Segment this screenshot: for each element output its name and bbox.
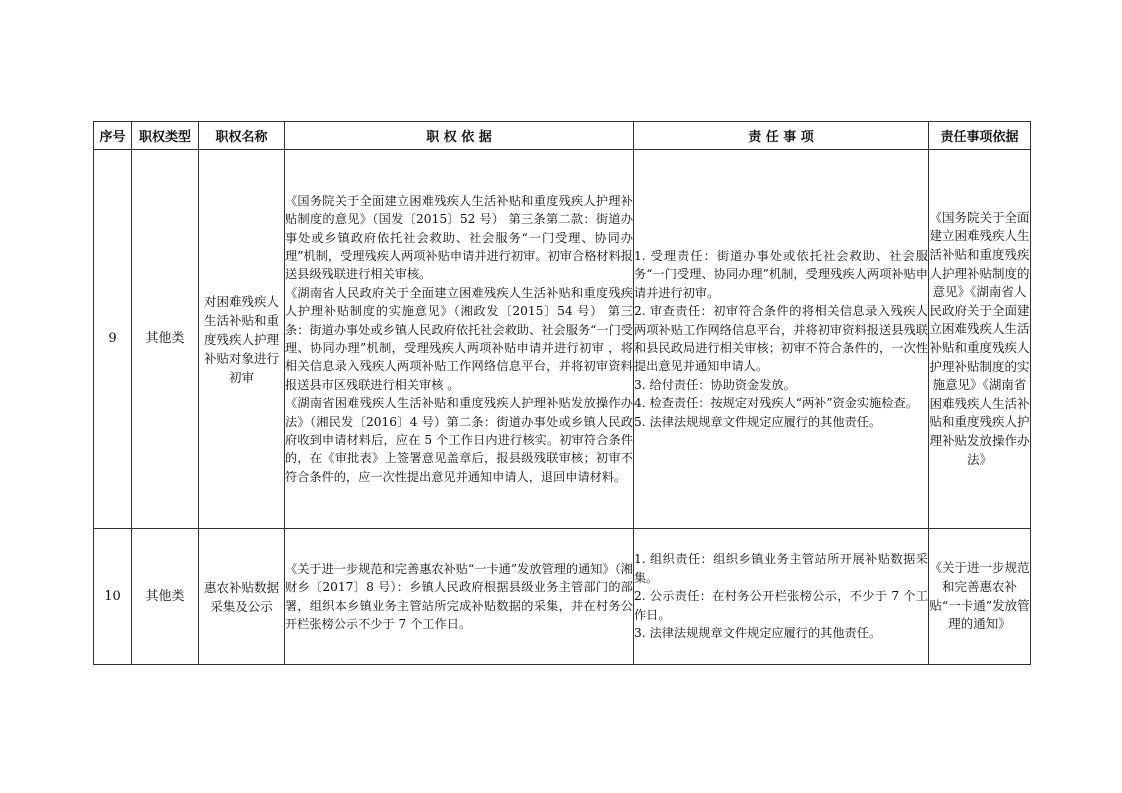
row-name-cell: 对困难残疾人生活补贴和重度残疾人护理补贴对象进行初审: [199, 150, 285, 529]
duty-item: 4. 检查责任：按规定对残疾人“两补”资金实施检查。: [634, 396, 918, 411]
row-duty-basis-cell: 《关于进一步规范和完善惠农补贴“一卡通”发放管理的通知》: [929, 529, 1031, 665]
row-category-cell: 其他类: [132, 150, 199, 529]
header-basis: 职 权 依 据: [285, 122, 634, 150]
duty-item: 1. 组织责任：组织乡镇业务主管站所开展补贴数据采集。: [634, 552, 928, 585]
duty-item: 5. 法律法规规章文件规定应履行的其他责任。: [634, 414, 882, 429]
row-basis-cell: [285, 529, 634, 665]
header-index: 序号: [94, 122, 132, 150]
duty-item: 2. 审查责任：初审符合条件的将相关信息录入残疾人两项补贴工作网络信息平台，并将初审资料报送县残联和县民政局进行相关审核；初审不符合条件的，一次性提出意见并通知申请人。: [634, 304, 928, 374]
row-duty-basis-cell: 《国务院关于全面建立困难残疾人生活补贴和重度残疾人护理补贴制度的意见》《湖南省人民政府关于全面建立困难残疾人生活补贴和重度残疾人护理补贴制度的实施意见》《湖南省困难残疾人生活补贴和重度残疾人护理补贴发放操作办法》: [929, 150, 1031, 529]
row-category-cell: 其他类: [132, 529, 199, 665]
basis-paragraph: 《湖南省困难残疾人生活补贴和重度残疾人护理补贴发放操作办法》（湘民发〔2016〕4 号）第二条：街道办事处或乡镇人民政府收到申请材料后，应在 5 个工作日内进行核实。初审符合条件的，在《审批表》上签署意见盖章后，报县级残联审核；初审不符合条件的，应一次性提出意见并通知申请人，退回申请材料。: [285, 396, 633, 484]
row-index-cell: 9: [94, 150, 132, 529]
header-duties: 责 任 事 项: [634, 122, 929, 150]
table-row: [94, 529, 1031, 665]
header-duty-basis: 责任事项依据: [929, 122, 1031, 150]
row-index-cell: 10: [94, 529, 132, 665]
basis-paragraph: 《国务院关于全面建立困难残疾人生活补贴和重度残疾人护理补贴制度的意见》（国发〔2015〕52 号） 第三条第二款：街道办事处或乡镇政府依托社会救助、社会服务“一门受理、协同办理”机制，受理残疾人两项补贴申请并进行初审。初审合格材料报送县级残联进行相关审核。: [285, 193, 633, 282]
duty-item: 1. 受理责任：街道办事处或依托社会救助、社会服务“一门受理、协同办理”机制，受理残疾人两项补贴申请并进行初审。: [634, 248, 928, 300]
basis-paragraph: 《关于进一步规范和完善惠农补贴“一卡通”发放管理的通知》（湘财乡〔2017〕8 号）：乡镇人民政府根据县级业务主管部门的部署，组织本乡镇业务主管站所完成补贴数据的采集，并在村务公开栏张榜公示不少于 7 个工作日。: [285, 561, 633, 631]
duty-item: 3. 给付责任：协助资金发放。: [634, 377, 796, 392]
table-row: [94, 150, 1031, 529]
header-category: 职权类型: [132, 122, 199, 150]
table-header-row: [94, 122, 1031, 150]
row-duties-cell: [634, 150, 929, 529]
header-name: 职权名称: [199, 122, 285, 150]
row-basis-cell: [285, 150, 634, 529]
duty-item: 2. 公示责任：在村务公开栏张榜公示，不少于 7 个工作日。: [634, 589, 928, 622]
duty-item: 3. 法律法规规章文件规定应履行的其他责任。: [634, 626, 882, 641]
row-duties-cell: [634, 529, 929, 665]
row-name-cell: 惠农补贴数据采集及公示: [199, 529, 285, 665]
duty-list-table: [93, 121, 1031, 665]
basis-paragraph: 《湖南省人民政府关于全面建立困难残疾人生活补贴和重度残疾人护理补贴制度的实施意见》（湘政发〔2015〕54 号） 第三条：街道办事处或乡镇人民政府依托社会救助、社会服务“一门受理、协同办理”机制，受理残疾人两项补贴申请并进行初审 ，将相关信息录入残疾人两项补贴工作网络信息平台，并将初审资料报送县市区残联进行相关审核 。: [285, 285, 633, 392]
